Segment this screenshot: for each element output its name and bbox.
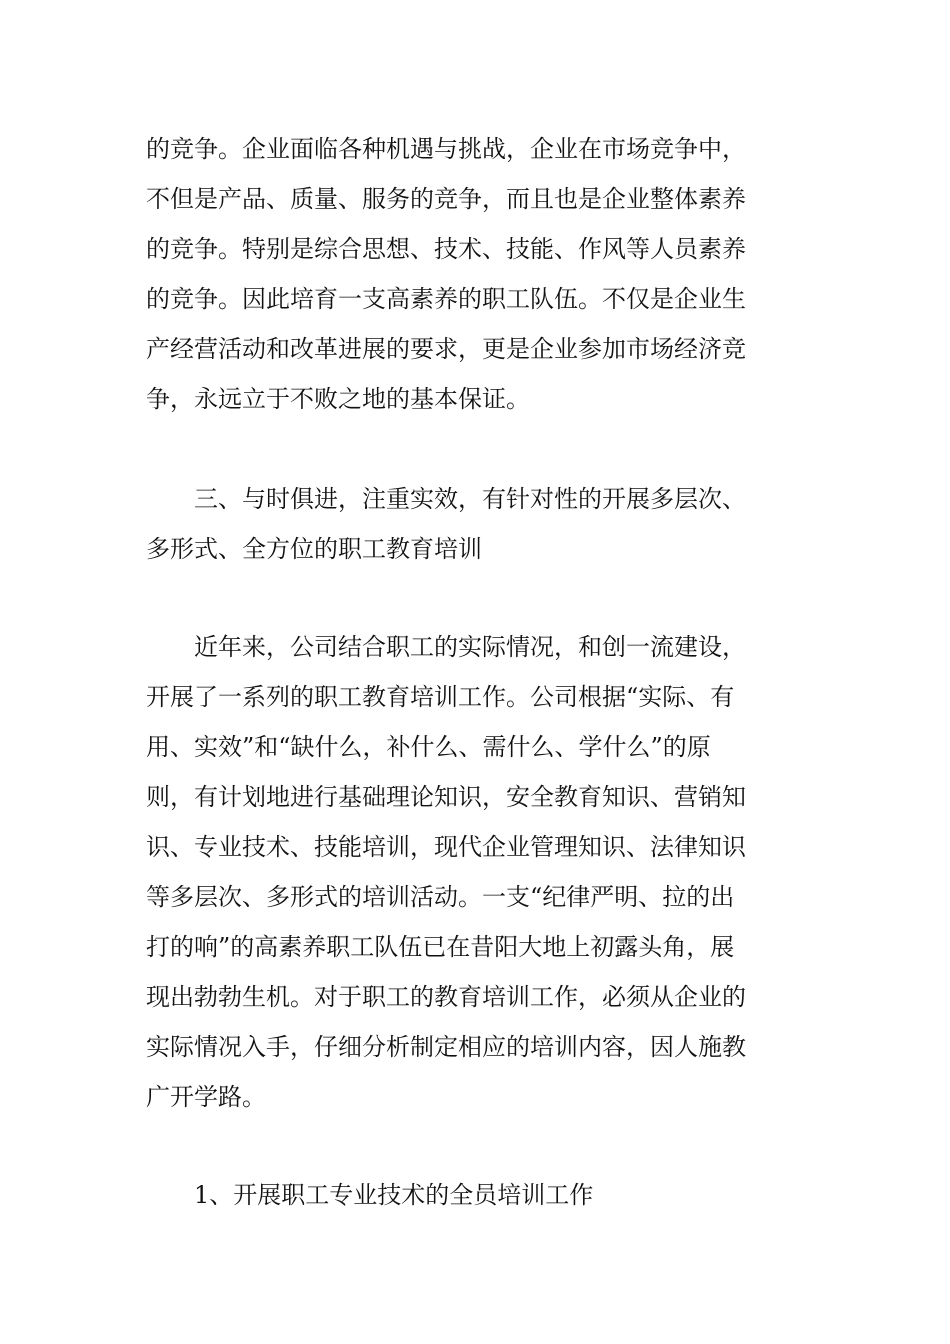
paragraph-line: 的竞争。特别是综合思想、技术、技能、作风等人员素养 (146, 235, 746, 263)
paragraph-line: 等多层次、多形式的培训活动。一支“纪律严明、拉的出 (146, 883, 735, 911)
heading-line: 多形式、全方位的职工教育培训 (146, 535, 482, 563)
paragraph-line: 现出勃勃生机。对于职工的教育培训工作，必须从企业的 (146, 983, 746, 1011)
paragraph-line: 则，有计划地进行基础理论知识，安全教育知识、营销知 (146, 783, 746, 811)
paragraph-line: 打的响”的高素养职工队伍已在昔阳大地上初露头角，展 (146, 933, 735, 961)
heading-line: 三、与时俱进，注重实效，有针对性的开展多层次、 (194, 485, 746, 513)
subsection-heading-1 (146, 1170, 810, 1220)
paragraph-line: 开展了一系列的职工教育培训工作。公司根据“实际、有 (146, 683, 735, 711)
paragraph-line: 的竞争。企业面临各种机遇与挑战，企业在市场竞争中， (146, 135, 746, 163)
paragraph-line: 用、实效”和“缺什么，补什么、需什么、学什么”的原 (146, 733, 711, 761)
heading-line: 1、开展职工专业技术的全员培训工作 (194, 1181, 594, 1209)
paragraph-line: 不但是产品、质量、服务的竞争，而且也是企业整体素养 (146, 185, 746, 213)
paragraph-line: 产经营活动和改革进展的要求，更是企业参加市场经济竞 (146, 335, 746, 363)
paragraph-line: 识、专业技术、技能培训，现代企业管理知识、法律知识 (146, 833, 746, 861)
paragraph-competition (146, 124, 810, 424)
paragraph-line: 争，永远立于不败之地的基本保证。 (146, 385, 530, 413)
section-heading-3 (146, 474, 810, 574)
paragraph-line: 的竞争。因此培育一支高素养的职工队伍。不仅是企业生 (146, 285, 746, 313)
paragraph-line: 广开学路。 (146, 1083, 266, 1111)
paragraph-line: 近年来，公司结合职工的实际情况，和创一流建设， (194, 633, 746, 661)
paragraph-line: 实际情况入手，仔细分析制定相应的培训内容，因人施教 (146, 1033, 746, 1061)
paragraph-training (146, 622, 810, 1122)
